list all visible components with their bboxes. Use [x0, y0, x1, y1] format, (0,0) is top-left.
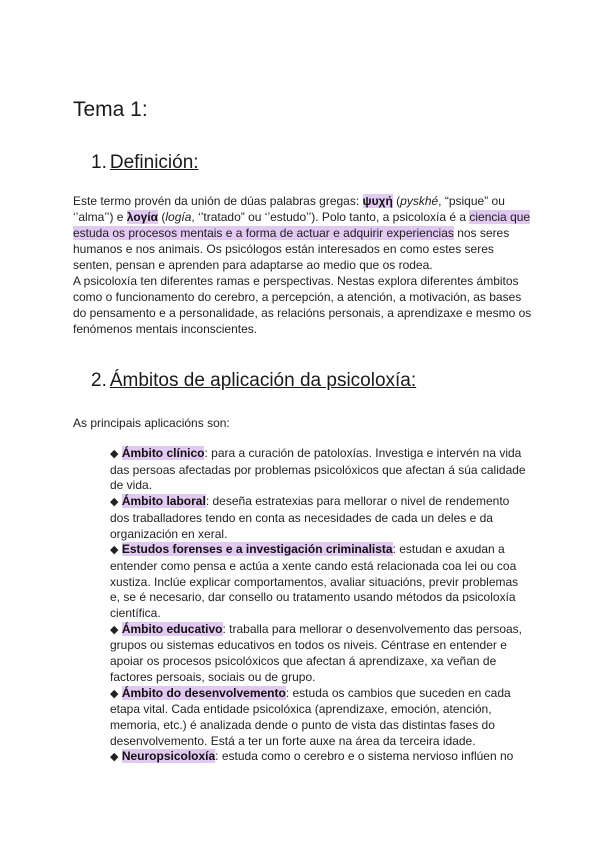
- text-run: nos seres humanos e nos animais. Os psicólogos están interesados en como estes seres senten, pensan e aprenden para adaptarse ao medio que os rodea.: [73, 226, 510, 273]
- list-item: [110, 494, 530, 542]
- item-term: Ámbito clínico: [121, 446, 205, 460]
- section-number: 2.: [91, 370, 107, 391]
- item-term: Estudos forenses e a investigación criminalista: [121, 542, 393, 557]
- section-title: Definición:: [109, 152, 199, 173]
- diamond-bullet-icon: ◆: [110, 687, 119, 700]
- text-run: Este termo provén da unión de dúas palabras gregas:: [73, 194, 363, 208]
- item-text: : para a curación de patoloxías. Investiga e intervén na vida das persoas afectadas por problemas psicolóxicos que afectan á súa calidade de vida.: [110, 446, 526, 493]
- greek-word-logia: λογία: [126, 210, 159, 225]
- intro-text: As principais aplicacións son:: [73, 416, 230, 430]
- item-text: : estuda os cambios que suceden en cada etapa vital. Cada entidade psicolóxica (aprendizaxe, emoción, atención, memoria, etc.) é analizada dende o punto de vista das distintas fases do desenvolvemento. Está a ter un forte auxe na área da terceira idade.: [110, 685, 511, 748]
- transliteration-pyskhe: pyskhé: [400, 194, 439, 208]
- text-run: , “psique” ou ‘’alma’’) e: [73, 194, 505, 225]
- item-term: Ámbito do desenvolvemento: [121, 685, 286, 700]
- list-item: [110, 446, 530, 494]
- list-item: [110, 686, 530, 750]
- branches-paragraph: A psicoloxía ten diferentes ramas e perspectivas. Nestas explora diferentes ámbitos como o funcionamento do cerebro, a percepción, a atención, a motivación, as bases do pensamento e a personalidade, as relacións personais, a aprendizaxe e mesmo os fenómenos mentais inconscientes.: [73, 274, 532, 337]
- section-heading-definition: [91, 152, 199, 174]
- transliteration-logia: logía: [165, 210, 192, 225]
- definition-paragraph: [73, 193, 533, 273]
- item-text: : estuda como o cerebro e o sistema nervioso inflúen no: [215, 749, 514, 764]
- section-heading-fields: [91, 370, 416, 392]
- section-number: 1.: [91, 152, 107, 173]
- item-text: : deseña estratexias para mellorar o nivel de rendemento dos traballadores tendo en conta as necesidades de cada un deles e da organización en xeral.: [110, 494, 510, 541]
- list-item: [110, 542, 530, 622]
- diamond-bullet-icon: ◆: [110, 751, 119, 764]
- diamond-bullet-icon: ◆: [110, 623, 119, 636]
- diamond-bullet-icon: ◆: [110, 496, 119, 509]
- list-item: [110, 749, 530, 766]
- text-run: (: [392, 194, 401, 208]
- section-title: Ámbitos de aplicación da psicoloxía:: [109, 370, 417, 391]
- diamond-bullet-icon: ◆: [110, 448, 119, 460]
- diamond-bullet-icon: ◆: [110, 544, 119, 557]
- list-item: [110, 622, 530, 686]
- item-text: : traballa para mellorar o desenvolvemento das persoas, grupos ou sistemas educativos en todos os niveis. Céntrase en entender e apoiar os procesos psicolóxicos que afectan á aprendizaxe, xa veñan de factores persoais, sociais ou de grupo.: [110, 621, 522, 684]
- item-term: Ámbito laboral: [121, 494, 206, 509]
- item-text: : estudan e axudan a entender como pensa e actúa a xente cando está relacionada coa lei ou coa xustiza. Inclúe explicar comportamentos, avaliar situacións, previr problemas e, se é necesario, dar consello ou tratamento usando métodos da psicoloxía científica.: [110, 542, 519, 621]
- text-run: (: [158, 210, 166, 225]
- item-term: Ámbito educativo: [121, 621, 223, 636]
- document-title: Tema 1:: [73, 98, 148, 121]
- fields-list: [110, 446, 530, 766]
- highlighted-definition: ciencia que estuda os procesos mentais e a forma de actuar e adquirir experiencias: [73, 210, 531, 241]
- greek-word-psyche: ψυχή: [362, 194, 393, 208]
- text-run: , ‘’tratado” ou ‘’estudo’’). Polo tanto, a psicoloxía é a: [191, 210, 470, 225]
- item-term: Neuropsicoloxía: [121, 749, 216, 764]
